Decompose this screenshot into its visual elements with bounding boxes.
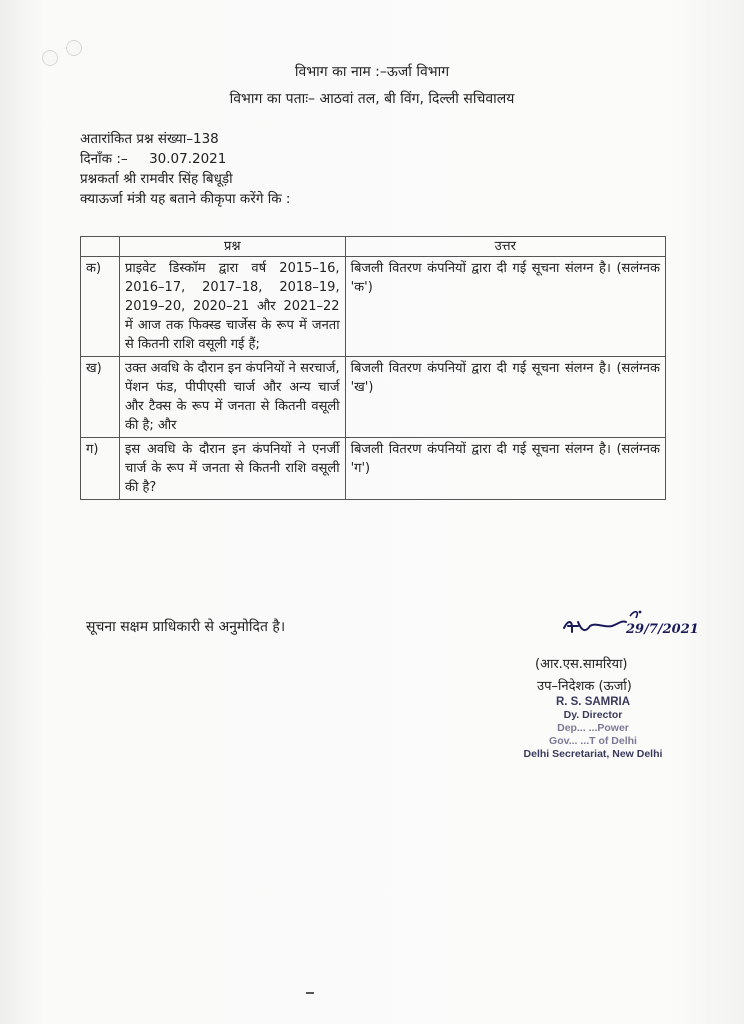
table-row bbox=[81, 357, 666, 438]
stamp-designation: Dy. Director bbox=[563, 709, 623, 721]
department-name: विभाग का नाम :–ऊर्जा विभाग bbox=[294, 64, 450, 80]
row-question: प्राइवेट डिस्कॉम द्वारा वर्ष 2015–16, 2016–17, 2017–18, 2018–19, 2019–20, 2020–21 और 2021–22 में आज तक फिक्स्ड चार्जेस के रूप में जनता से कितनी राशि वसूली गई हैं; bbox=[119, 257, 345, 357]
row-question: इस अवधि के दौरान इन कंपनियों ने एनर्जी चार्ज के रूप में जनता से कितनी राशि वसूली की है? bbox=[119, 438, 345, 500]
stamp-address: Delhi Secretariat, New Delhi bbox=[523, 748, 663, 760]
table-header-row bbox=[81, 237, 666, 257]
question-number: अतारांकित प्रश्न संख्या–138 bbox=[80, 131, 219, 147]
row-answer: बिजली वितरण कंपनियों द्वारा दी गई सूचना संलग्न है। (सलंग्नक 'ख') bbox=[345, 357, 665, 438]
signature-date: 29/7/2021 bbox=[626, 622, 699, 637]
stamp-government: Gov... ...T of Delhi bbox=[549, 735, 637, 747]
table-row bbox=[81, 257, 666, 357]
question-intro: क्याऊर्जा मंत्री यह बताने कीकृपा करेंगे कि : bbox=[80, 191, 291, 207]
question-answer-table bbox=[80, 236, 666, 500]
signatory-name-hindi: (आर.एस.सामरिया) bbox=[535, 657, 628, 672]
signatory-designation-hindi: उप–निदेशक (ऊर्जा) bbox=[537, 679, 632, 694]
row-answer: बिजली वितरण कंपनियों द्वारा दी गई सूचना संलग्न है। (सलंग्नक 'क') bbox=[345, 257, 665, 357]
stamp-department: Dep... ...Power bbox=[557, 722, 629, 734]
punch-hole-mark bbox=[66, 40, 82, 56]
row-question: उक्त अवधि के दौरान इन कंपनियों ने सरचार्ज, पेंशन फंड, पीपीएसी चार्ज और अन्य चार्ज और टैक्स के रूप में जनता से कितनी वसूली की है; और bbox=[119, 357, 345, 438]
approval-note: सूचना सक्षम प्राधिकारी से अनुमोदित है। bbox=[86, 619, 286, 635]
questioner: प्रश्नकर्ता श्री रामवीर सिंह बिधूड़ी bbox=[80, 171, 233, 187]
header-mark bbox=[81, 237, 120, 257]
header-question: प्रश्न bbox=[119, 237, 345, 257]
row-mark: क) bbox=[81, 257, 120, 357]
stamp-name: R. S. SAMRIA bbox=[555, 696, 631, 708]
stray-mark bbox=[306, 992, 314, 994]
department-address: विभाग का पताः– आठवां तल, बी विंग, दिल्ली सचिवालय bbox=[229, 91, 515, 107]
row-mark: ग) bbox=[81, 438, 120, 500]
question-date: दिनाँक :– 30.07.2021 bbox=[80, 151, 227, 167]
official-stamp bbox=[508, 696, 678, 761]
table-row bbox=[81, 438, 666, 500]
row-answer: बिजली वितरण कंपनियों द्वारा दी गई सूचना संलग्न है। (सलंग्नक 'ग') bbox=[345, 438, 665, 500]
row-mark: ख) bbox=[81, 357, 120, 438]
header-answer: उत्तर bbox=[345, 237, 665, 257]
